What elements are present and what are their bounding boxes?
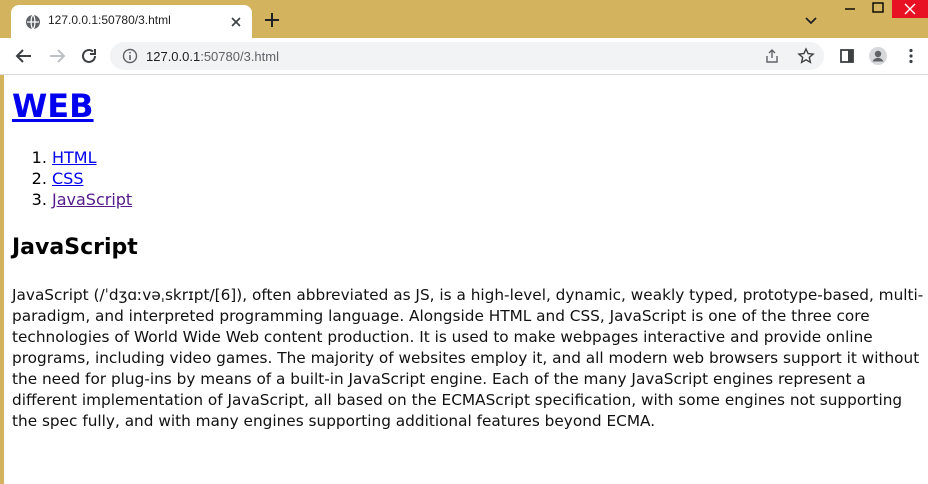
chevron-down-icon[interactable]: [803, 12, 819, 28]
reload-icon[interactable]: [79, 46, 99, 66]
share-icon[interactable]: [764, 48, 780, 64]
close-tab-icon[interactable]: [229, 15, 243, 29]
nav-item-css: [52, 168, 132, 189]
forward-arrow-icon[interactable]: [47, 46, 67, 66]
section-heading: JavaScript: [12, 235, 138, 260]
tab-title: 127.0.0.1:50780/3.html: [48, 13, 171, 27]
site-title: [12, 87, 94, 125]
bookmark-star-icon[interactable]: [797, 47, 815, 65]
tab-strip: [0, 0, 928, 38]
profile-avatar-icon[interactable]: [868, 46, 888, 66]
maximize-icon[interactable]: [864, 0, 892, 18]
page-viewport: [4, 75, 928, 484]
close-window-icon[interactable]: [892, 0, 928, 18]
body-paragraph: JavaScript (/ˈdʒɑːvəˌskrɪpt/[6]), often abbreviated as JS, is a high-level, dynamic, weakly typed, prototype-based, multi-paradigm, and interpreted programming language. Alongside HTML and CSS, JavaScript is one of the three core technologies of World Wide Web content production. It is used to make webpages interactive and provide online programs, including video games. The majority of websites employ it, and all modern web browsers support it without the need for plug-ins by means of a built-in JavaScript engine. Each of the many JavaScript engines represent a different implementation of JavaScript, all based on the ECMAScript specification, with some engines not supporting the spec fully, and with many engines supporting additional features beyond ECMA.: [12, 286, 924, 430]
nav-link-html[interactable]: HTML: [52, 148, 97, 167]
address-bar[interactable]: [110, 42, 824, 70]
url-path: :50780/3.html: [200, 49, 279, 64]
new-tab-icon[interactable]: [262, 10, 282, 30]
globe-icon: [25, 14, 41, 30]
site-title-link[interactable]: WEB: [12, 87, 94, 125]
minimize-icon[interactable]: [836, 0, 864, 18]
site-info-icon[interactable]: [122, 48, 138, 64]
nav-item-javascript: [52, 189, 132, 210]
nav-link-javascript[interactable]: JavaScript: [52, 190, 133, 209]
nav-list: [12, 147, 132, 210]
back-arrow-icon[interactable]: [14, 46, 34, 66]
browser-tab[interactable]: [11, 5, 252, 38]
nav-item-html: [52, 147, 132, 168]
url-host: 127.0.0.1: [146, 49, 201, 64]
side-panel-icon[interactable]: [837, 46, 857, 66]
nav-link-css[interactable]: CSS: [52, 169, 84, 188]
browser-toolbar: [0, 38, 928, 75]
url-text[interactable]: [146, 49, 279, 64]
menu-kebab-icon[interactable]: [901, 46, 921, 66]
